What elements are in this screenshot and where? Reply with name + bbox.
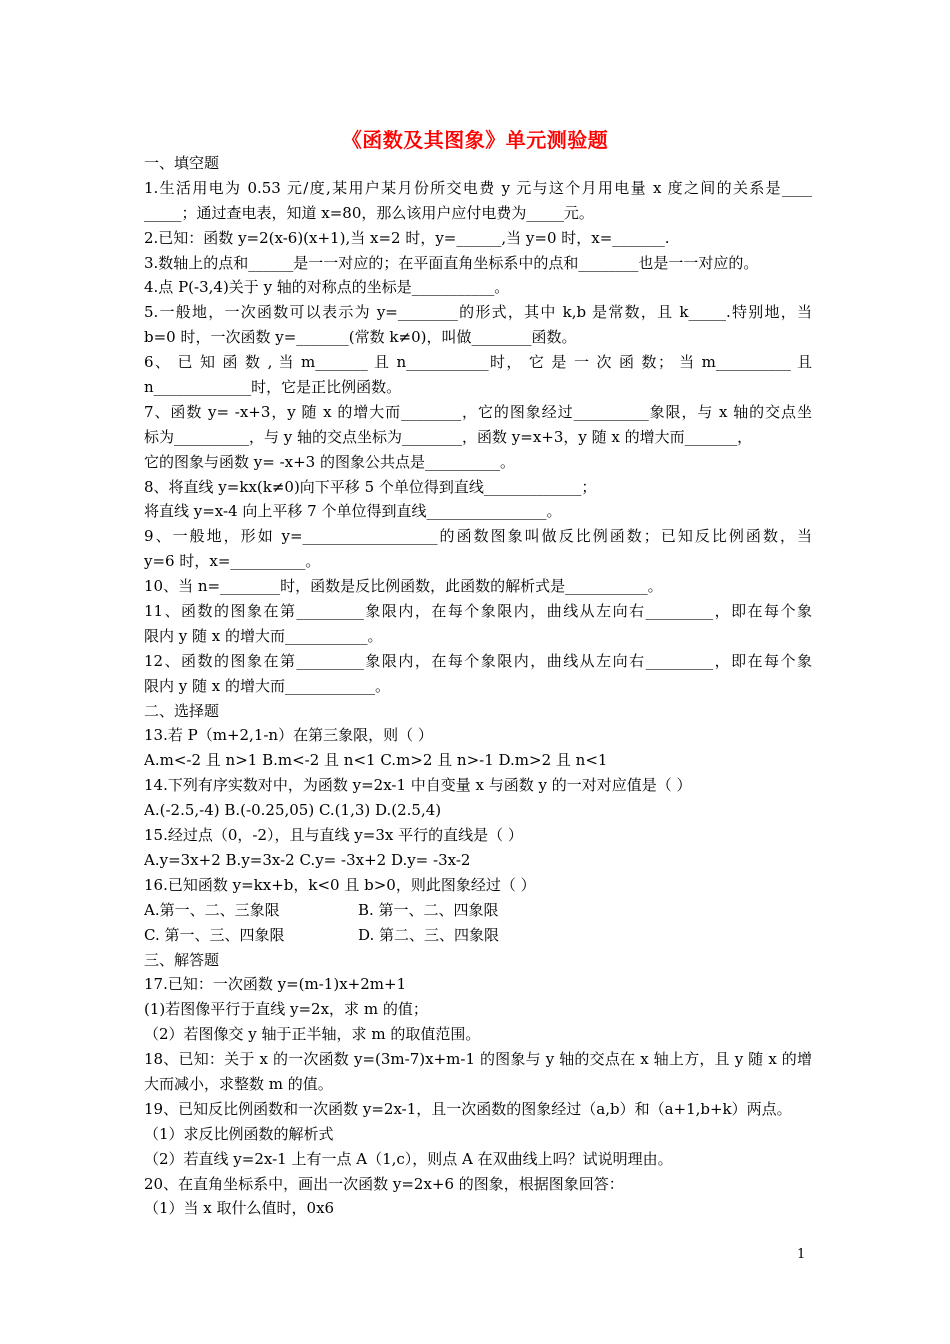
question-6-line-1: 6、 已 知 函 数 , 当 m_______ 且 n___________时， 它 是 一 次 函 数； 当 m__________ 且 (144, 353, 812, 372)
question-8-line-2: 将直线 y=x-4 向上平移 7 个单位得到直线________________。 (144, 502, 562, 521)
question-15-options: A.y=3x+2 B.y=3x-2 C.y= -3x+2 D.y= -3x-2 (144, 850, 471, 869)
question-15: 15.经过点（0，-2），且与直线 y=3x 平行的直线是（ ） (144, 826, 523, 845)
section-heading-choice: 二、选择题 (144, 701, 220, 720)
question-14-options: A.(-2.5,-4) B.(-0.25,05) C.(1,3) D.(2.5,4) (144, 801, 442, 820)
question-7-line-3: 它的图象与函数 y= -x+3 的图象公共点是__________。 (144, 452, 515, 471)
question-1-line-1: 1.生活用电为 0.53 元/度,某用户某月份所交电费 y 元与这个月用电量 x 度之间的关系是____ (144, 178, 812, 197)
section-heading-answer: 三、解答题 (144, 950, 220, 969)
question-19-part-1: （1）求反比例函数的解析式 (144, 1124, 334, 1143)
question-2: 2.已知：函数 y=2(x-6)(x+1),当 x=2 时，y=______,当 y=0 时，x=_______. (144, 228, 670, 247)
question-7-line-1: 7、函数 y= -x+3，y 随 x 的增大而________，它的图象经过__________象限，与 x 轴的交点坐 (144, 402, 812, 421)
question-16: 16.已知函数 y=kx+b，k<0 且 b>0，则此图象经过（ ） (144, 875, 536, 894)
question-20: 20、在直角坐标系中，画出一次函数 y=2x+6 的图象，根据图象回答： (144, 1174, 624, 1193)
question-16-options-row-2 (144, 923, 812, 948)
question-14: 14.下列有序实数对中，为函数 y=2x-1 中自变量 x 与函数 y 的一对对应值是（ ） (144, 776, 692, 795)
option-a: A.第一、二、三象限 (144, 900, 280, 919)
question-11-line-2: 限内 y 随 x 的增大而___________。 (144, 626, 383, 645)
section-heading-fill: 一、填空题 (144, 154, 220, 172)
question-20-part-1: （1）当 x 取什么值时，0x6 (144, 1199, 335, 1218)
question-11-line-1: 11、函数的图象在第_________象限内，在每个象限内，曲线从左向右_________，即在每个象 (144, 602, 812, 621)
document-body (144, 151, 812, 1221)
question-9-line-2: y=6 时，x=__________。 (144, 552, 321, 571)
question-3: 3.数轴上的点和______是一一对应的；在平面直角坐标系中的点和________也是一一对应的。 (144, 253, 759, 272)
question-6-line-2: n_____________时，它是正比例函数。 (144, 378, 402, 397)
question-13-options: A.m<-2 且 n>1 B.m<-2 且 n<1 C.m>2 且 n>-1 D.m>2 且 n<1 (144, 751, 608, 770)
question-1-line-2: _____；通过查电表，知道 x=80，那么该用户应付电费为_____元。 (144, 203, 594, 222)
page-number: 1 (797, 1247, 806, 1262)
question-17: 17.已知：一次函数 y=(m-1)x+2m+1 (144, 975, 407, 994)
question-18-line-1: 18、已知：关于 x 的一次函数 y=(3m-7)x+m-1 的图象与 y 轴的交点在 x 轴上方，且 y 随 x 的增 (144, 1050, 812, 1069)
page-title: 《函数及其图象》单元测验题 (341, 128, 609, 152)
question-17-part-1: (1)若图像平行于直线 y=2x，求 m 的值； (144, 1000, 428, 1019)
question-19-part-2: （2）若直线 y=2x-1 上有一点 A（1,c），则点 A 在双曲线上吗？试说明理由。 (144, 1149, 673, 1168)
question-19: 19、已知反比例函数和一次函数 y=2x-1，且一次函数的图象经过（a,b）和（a+1,b+k）两点。 (144, 1099, 792, 1118)
question-8-line-1: 8、将直线 y=kx(k≠0)向下平移 5 个单位得到直线_____________； (144, 477, 597, 496)
option-d: D. 第二、三、四象限 (358, 925, 500, 944)
question-12-line-2: 限内 y 随 x 的增大而____________。 (144, 676, 391, 695)
option-c: C. 第一、三、四象限 (144, 925, 285, 944)
question-16-options-row-1 (144, 898, 812, 923)
question-18-line-2: 大而减小，求整数 m 的值。 (144, 1074, 333, 1093)
question-10: 10、当 n=________时，函数是反比例函数，此函数的解析式是___________。 (144, 577, 663, 596)
question-5-line-2: b=0 时，一次函数 y=_______(常数 k≠0)，叫做________函数。 (144, 328, 577, 347)
question-4: 4.点 P(-3,4)关于 y 轴的对称点的坐标是___________。 (144, 278, 510, 297)
question-12-line-1: 12、函数的图象在第_________象限内，在每个象限内，曲线从左向右_________，即在每个象 (144, 651, 812, 670)
question-9-line-1: 9、一般地，形如 y=__________________的函数图象叫做反比例函数；已知反比例函数，当 (144, 527, 812, 546)
question-17-part-2: （2）若图像交 y 轴于正半轴，求 m 的取值范围。 (144, 1025, 481, 1044)
question-13: 13.若 P（m+2,1-n）在第三象限，则（ ） (144, 726, 433, 745)
question-5-line-1: 5.一般地，一次函数可以表示为 y=________的形式，其中 k,b 是常数，且 k_____.特别地，当 (144, 303, 812, 322)
question-7-line-2: 标为__________，与 y 轴的交点坐标为________，函数 y=x+3，y 随 x 的增大而_______， (144, 427, 753, 446)
option-b: B. 第一、二、四象限 (358, 900, 499, 919)
